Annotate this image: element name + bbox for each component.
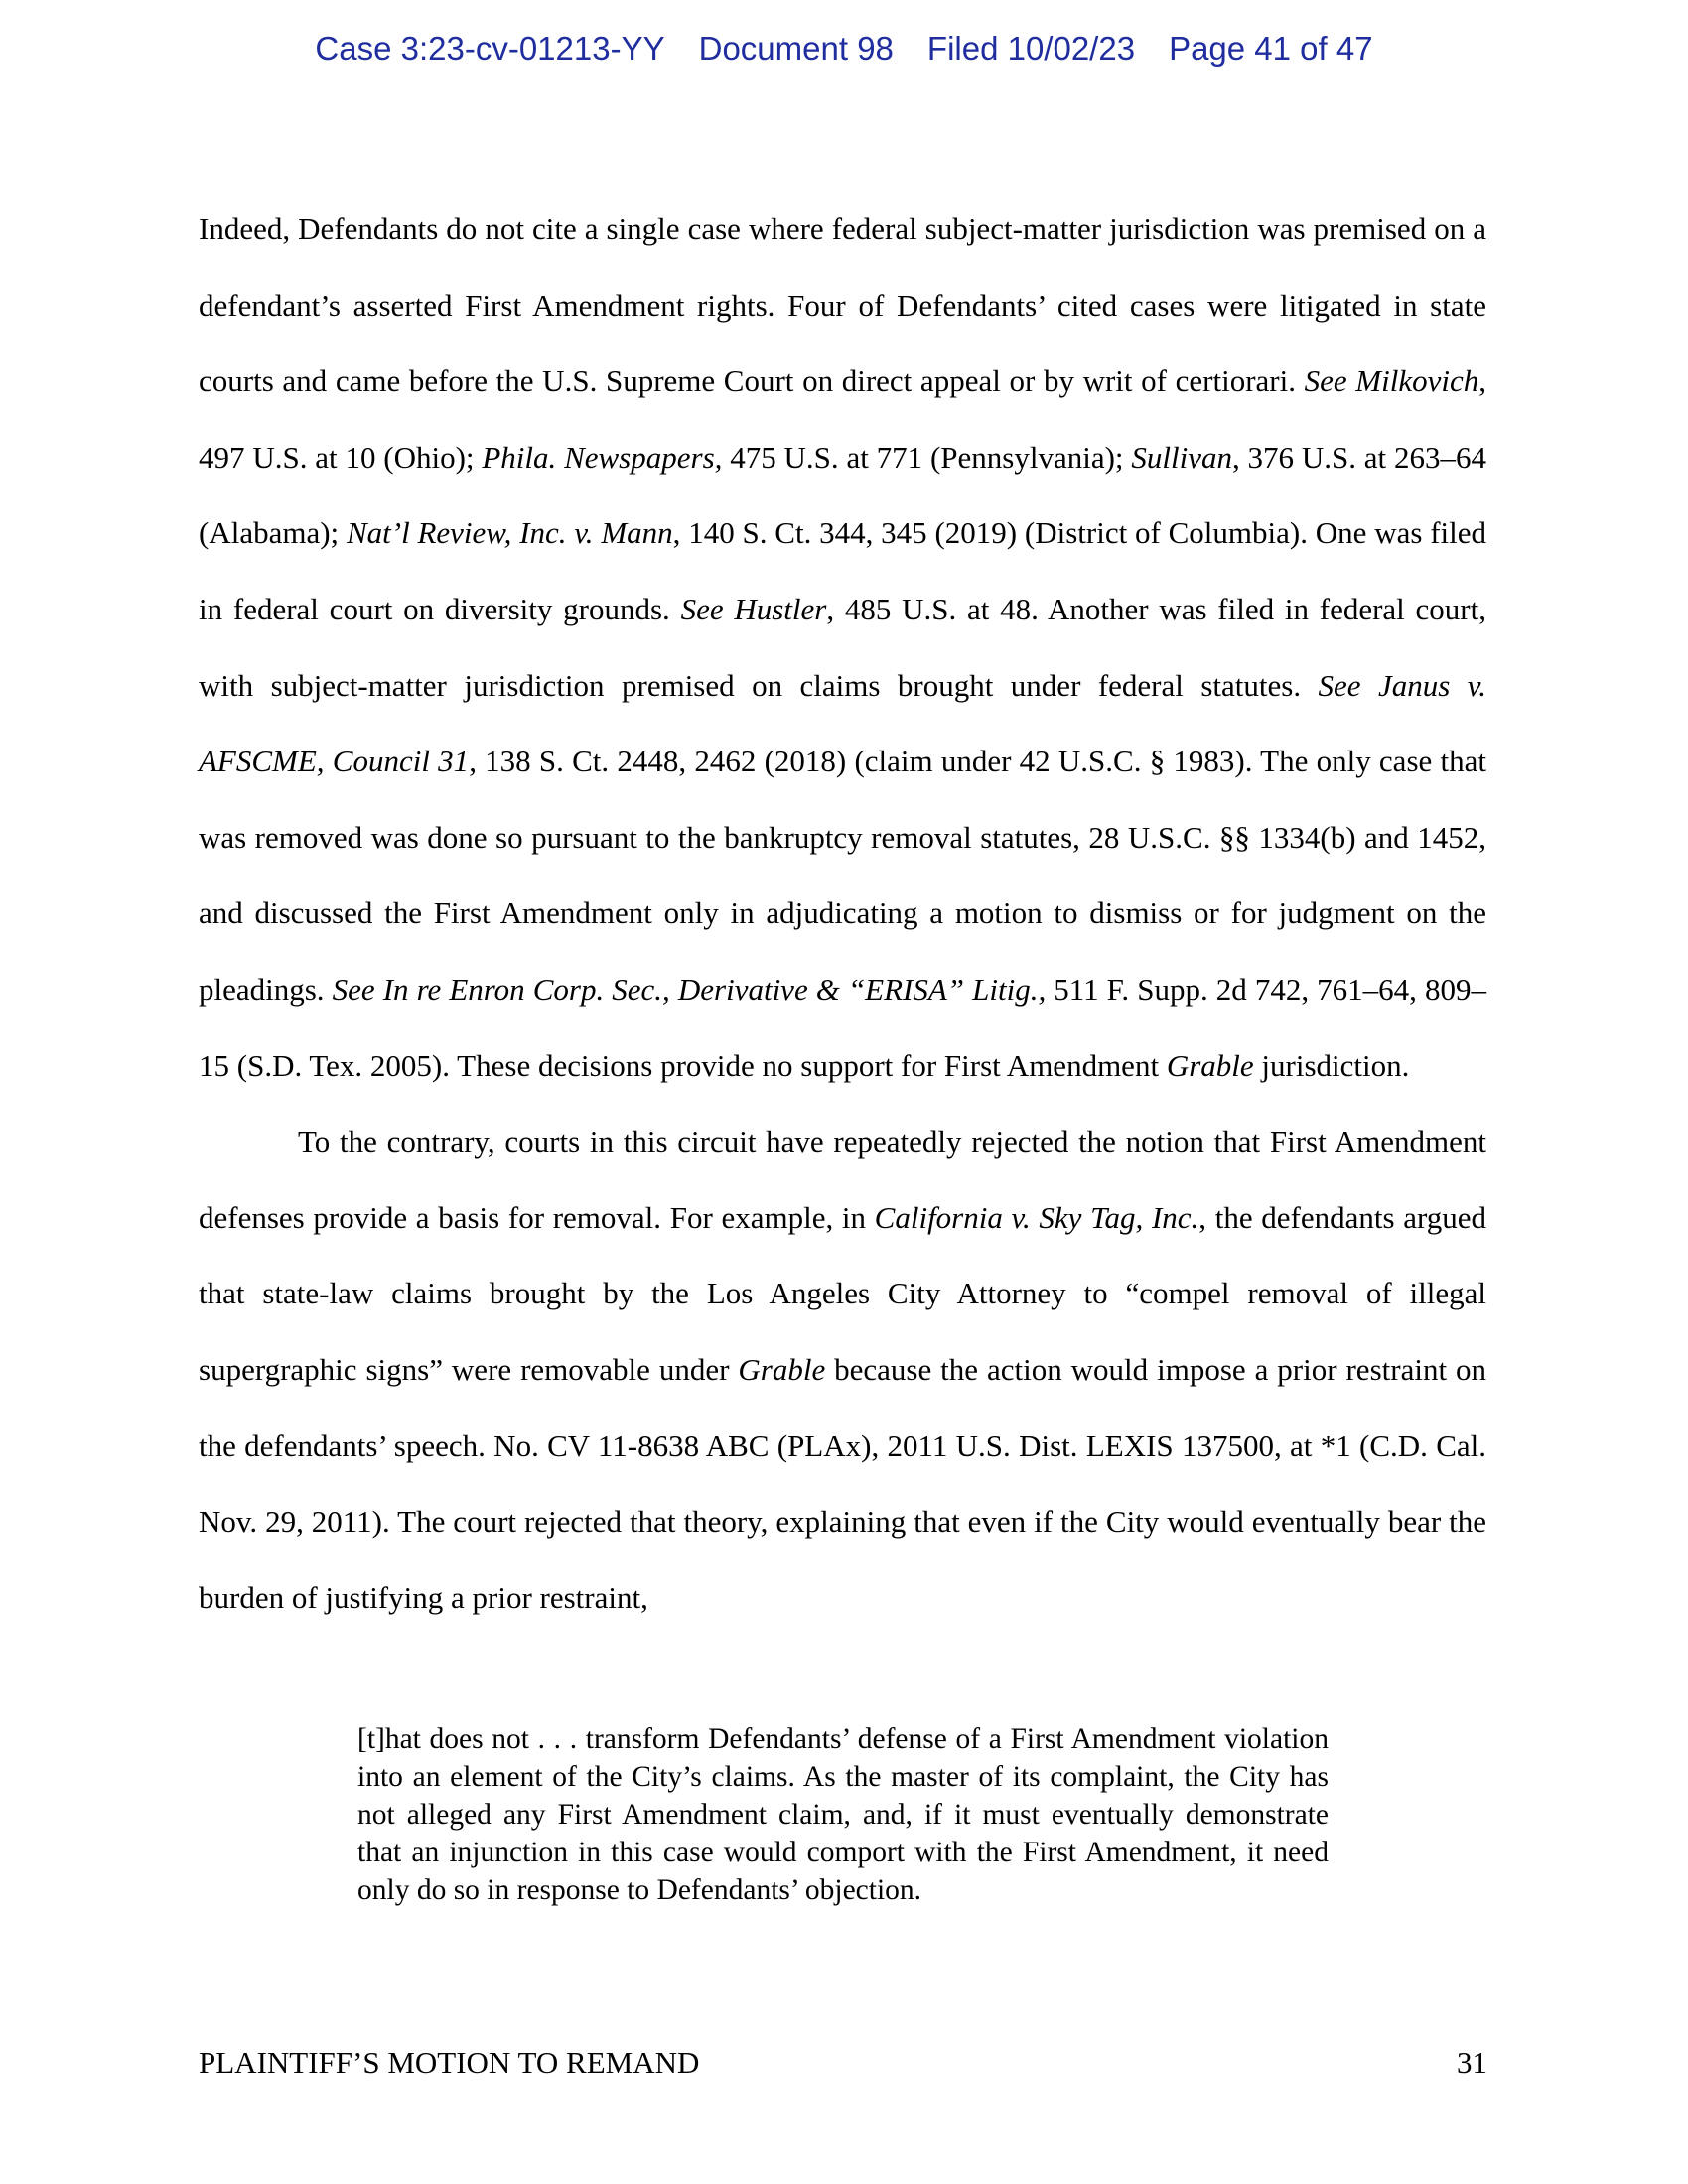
text-run: because the action would impose a prior restraint on the defendants’ speech. No. CV 11-8638 ABC (PLAx), 2011 U.S. Dist. LEXIS 137500, at *1 (C.D. Cal. Nov. 29, 2011). The court rejected that theory, explaining that even if the City would eventually bear the burden of justifying a prior restraint, [199, 1351, 1486, 1615]
text-run: 511 F. Supp. 2d 742, 761–64, 809–15 (S.D. Tex. 2005). These decisions provide no support for First Amendment [199, 971, 1486, 1083]
text-run: , the defendants argued that state-law claims brought by the Los Angeles City Attorney to “compel removal of illegal supergraphic signs” were removable under [199, 1199, 1486, 1387]
citation: Nat’l Review, Inc. v. Mann [346, 515, 673, 551]
citation: Grable [738, 1351, 826, 1387]
paragraph [199, 1104, 1486, 1636]
citation: Grable [1166, 1047, 1254, 1083]
text-run: jurisdiction. [1253, 1047, 1410, 1083]
citation: Phila. Newspapers, [482, 439, 723, 475]
citation: See Janus v. AFSCME, Council 31 [199, 667, 1486, 779]
text-run: 475 U.S. at 771 (Pennsylvania); [722, 439, 1132, 475]
page-count: Page 41 of 47 [1169, 30, 1373, 67]
citation: See In re Enron Corp. Sec., Derivative & “ERISA” Litig., [332, 971, 1047, 1007]
paragraph [199, 192, 1486, 1104]
text-run: , 140 S. Ct. 344, 345 (2019) (District of Columbia). One was filed in federal court on diversity grounds. [199, 515, 1487, 626]
citation: California v. Sky Tag, Inc. [874, 1199, 1199, 1235]
text-run: Indeed, Defendants do not cite a single case where federal subject-matter jurisdiction was premised on a defendant’s asserted First Amendment rights. Four of Defendants’ cited cases were litigated in state courts and came before the U.S. Supreme Court on direct appeal or by writ of certiorari. [199, 211, 1486, 399]
text-run: To the contrary, courts in this circuit have repeatedly rejected the notion that First Amendment defenses provide a basis for removal. For example, in [199, 1124, 1486, 1235]
text-run: , 497 U.S. at 10 (Ohio); [199, 363, 1486, 475]
text-run: , 376 U.S. at 263–64 (Alabama); [199, 439, 1486, 551]
body-text [199, 192, 1486, 1636]
document-number: Document 98 [698, 30, 894, 67]
footer-title: PLAINTIFF’S MOTION TO REMAND [199, 2045, 700, 2080]
text-run: , 485 U.S. at 48. Another was filed in federal court, with subject-matter jurisdiction premised on claims brought under federal statutes. [199, 591, 1486, 703]
case-number: Case 3:23-cv-01213-YY [315, 30, 665, 67]
text-run: , 138 S. Ct. 2448, 2462 (2018) (claim under 42 U.S.C. § 1983). The only case that was removed was done so pursuant to the bankruptcy removal statutes, 28 U.S.C. §§ 1334(b) and 1452, and discussed the First Amendment only in adjudicating a motion to dismiss or for judgment on the pleadings. [199, 744, 1486, 1007]
ecf-header [0, 30, 1688, 68]
filed-date: Filed 10/02/23 [926, 30, 1136, 67]
citation: See Hustler [680, 591, 827, 626]
footer-page-number: 31 [1457, 2045, 1487, 2080]
citation: Sullivan [1131, 439, 1232, 475]
citation: See Milkovich [1304, 363, 1479, 399]
block-quote: [t]hat does not . . . transform Defendants’ defense of a First Amendment violation into an element of the City’s claims. As the master of its complaint, the City has not alleged any First Amendment claim, and, if it must eventually demonstrate that an injunction in this case would comport with the First Amendment, it need only do so in response to Defendants’ objection. [357, 1723, 1329, 1906]
